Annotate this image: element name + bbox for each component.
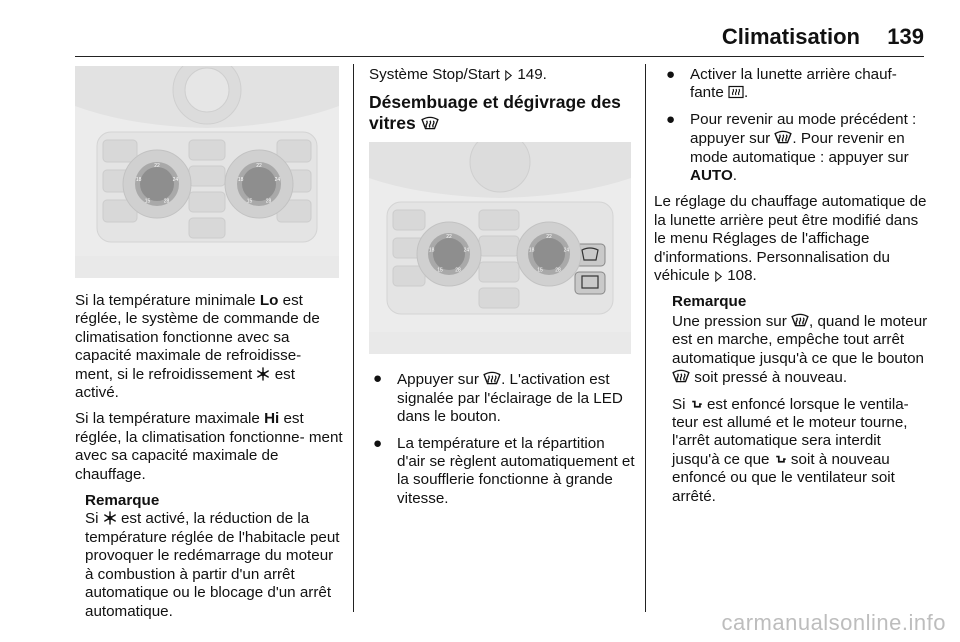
snowflake-icon <box>256 367 270 381</box>
climate-panel-image-1 <box>75 66 339 278</box>
dial-scale-mark: 28 <box>555 268 561 275</box>
list-item: ● Activer la lunette arrière chauf- fante . <box>666 66 897 102</box>
dial-scale-mark: 18 <box>135 177 142 184</box>
dial-scale-mark: 24 <box>563 247 570 254</box>
paragraph-hi: Si la température maximale Hi est réglée, la climatisation fonctionne- ment avec sa capacité maximale de chauffage. <box>75 410 343 483</box>
snowflake-icon <box>103 511 117 525</box>
watermark: carmanualsonline.info <box>721 610 946 635</box>
dial-scale-mark: 15 <box>437 268 443 275</box>
fan-icon <box>690 399 703 411</box>
rear-window-heat-icon <box>728 85 744 99</box>
fan-icon <box>774 454 787 466</box>
stop-start-reference: Système Stop/Start 149. <box>369 66 547 83</box>
note-paragraph: Une pression sur , quand le moteur est en marche, empêche tout arrêt automatique jusqu'à ce que le bouton soit pressé à nouveau. <box>672 312 928 387</box>
page-header-title: Climatisation <box>721 24 860 49</box>
dial-scale-mark: 15 <box>246 198 253 205</box>
column-1 <box>75 66 343 621</box>
section-heading: Désembuage et dégivrage des vitres <box>369 92 621 134</box>
dial-scale-mark: 18 <box>428 247 435 254</box>
column-3 <box>654 66 928 514</box>
defrost-icon <box>774 129 792 145</box>
defrost-icon <box>791 312 809 328</box>
dial-scale-mark: 22 <box>546 234 552 241</box>
dial-scale-mark: 24 <box>172 177 179 184</box>
defrost-icon <box>421 115 439 131</box>
defrost-icon <box>672 368 690 384</box>
dial-scale-mark: 28 <box>163 198 170 205</box>
dial-scale-mark: 22 <box>256 163 262 169</box>
paragraph-lo: Si la température minimale Lo est réglée, le système de commande de climatisation fonctionne avec sa capacité maximale de refroidisse- ment, si le refroidissement est activé. <box>75 292 320 402</box>
list-item: ● La température et la répartition d'air se règlent automatiquement et la soufflerie fonctionne à grande vitesse. <box>373 434 635 507</box>
note-paragraph: Si est enfoncé lorsque le ventila- teur est allumé et le moteur tourne, l'arrêt automatique sera interdit jusqu'à ce que soit à nouveau enfoncé ou que le ventilateur soit arrêté. <box>672 395 909 505</box>
note-1 <box>75 492 343 621</box>
dial-scale-mark: 24 <box>463 247 470 254</box>
note-text: Si est activé, la réduction de la température réglée de l'habitacle peut provoquer le redémarrage du moteur à combustion à partir d'un arrêt automatique ou le blocage d'un arrêt automatique. <box>85 510 340 620</box>
defrost-icon <box>483 370 501 386</box>
dial-scale-mark: 15 <box>144 198 151 205</box>
dial-scale-mark: 24 <box>274 177 281 184</box>
dial-scale-mark: 18 <box>528 247 535 254</box>
column-2 <box>369 66 637 516</box>
paragraph-auto-heating: Le réglage du chauffage automatique de la lunette arrière peut être modifié dans le menu Réglages de l'affichage d'informations. Personnalisation du véhicule 108. <box>654 193 927 285</box>
dial-scale-mark: 28 <box>455 268 461 275</box>
list-item: ● Appuyer sur . L'activation est signalée par l'éclairage de la LED dans le bouton. <box>373 370 623 426</box>
note-2 <box>662 293 928 505</box>
dial-scale-mark: 15 <box>537 268 543 275</box>
dial-scale-mark: 22 <box>154 163 160 169</box>
note-title: Remarque <box>672 293 747 311</box>
dial-scale-mark: 28 <box>265 198 272 205</box>
dial-scale-mark: 22 <box>446 234 452 241</box>
dial-scale-mark: 18 <box>237 177 244 184</box>
page-reference-icon <box>504 70 513 81</box>
column-divider-1 <box>353 64 354 612</box>
note-title: Remarque <box>85 492 160 510</box>
rear-window-bullet-list <box>662 66 928 185</box>
defrost-bullet-list <box>369 370 637 508</box>
page-number: 139 <box>887 24 924 49</box>
page-reference-icon <box>714 271 723 282</box>
header-divider <box>75 56 924 57</box>
climate-panel-image-2 <box>369 142 631 354</box>
list-item: ● Pour revenir au mode précédent : appuyer sur . Pour revenir en mode automatique : appuyer sur AUTO. <box>666 110 917 185</box>
column-divider-2 <box>645 64 646 612</box>
